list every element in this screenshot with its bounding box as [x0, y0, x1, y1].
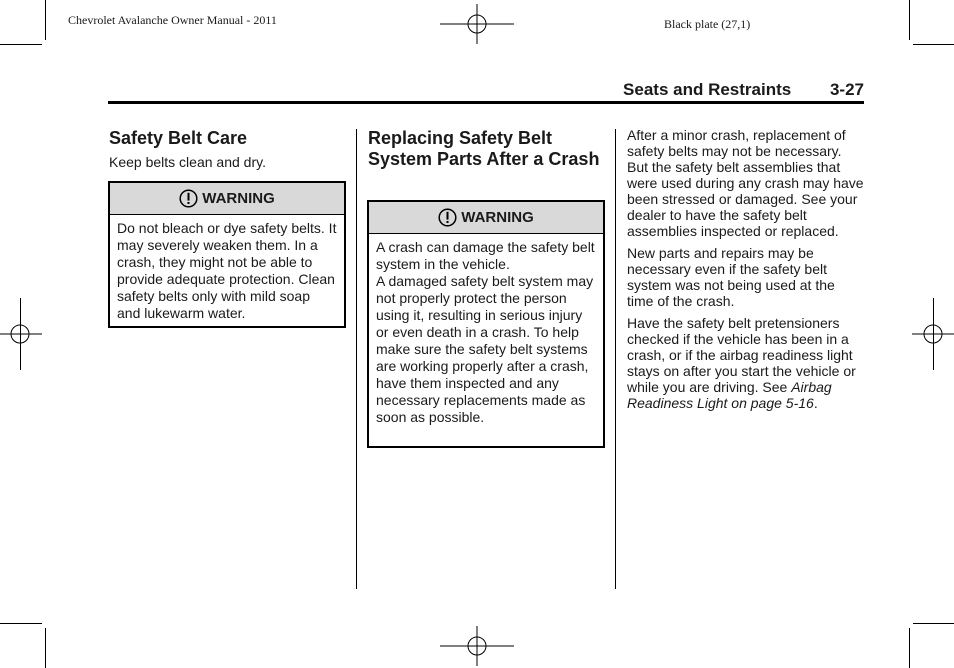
- running-header-title: Chevrolet Avalanche Owner Manual - 2011: [68, 13, 277, 27]
- cross-reference-link[interactable]: Airbag Readiness Light on page 5-16: [627, 379, 832, 411]
- column-divider: [356, 129, 357, 589]
- paragraph-text: Have the safety belt pretensioners checked if the vehicle has been in a crash, or if the airbag readiness light stays on after you start the vehicle or while you are driving. See: [627, 315, 856, 395]
- warning-label: WARNING: [461, 209, 534, 226]
- warning-box: [367, 200, 605, 448]
- warning-text: Do not bleach or dye safety belts. It may severely weaken them. In a crash, they might not be able to provide adequate protection. Clean safety belts only with mild soap and lukewarm water.: [117, 220, 337, 321]
- section-title: Seats and Restraints: [623, 80, 792, 99]
- registration-mark-icon: [0, 314, 42, 354]
- warning-header: [369, 202, 603, 234]
- warning-icon: [179, 189, 198, 208]
- column-2: [368, 128, 600, 170]
- warning-text: A damaged safety belt system may not properly protect the person using it, resulting in serious injury or even death in a crash. To help make sure the safety belt systems are working properly after a crash, have them inspected and any necessary replacements made as soon as possible.: [376, 273, 594, 425]
- warning-body: [369, 234, 603, 432]
- paragraph-end: .: [813, 395, 818, 411]
- paragraph: [627, 315, 865, 411]
- registration-mark-icon: [440, 626, 514, 666]
- warning-header: [110, 183, 344, 215]
- warning-icon: [438, 208, 457, 227]
- registration-mark-icon: [440, 4, 514, 44]
- paragraph: After a minor crash, replacement of safety belts may not be necessary. But the safety belt assemblies that were used during any crash may have been stressed or damaged. See your dealer to have the safety belt assemblies inspected or replaced.: [627, 127, 864, 239]
- registration-mark-icon: [912, 314, 954, 354]
- warning-label: WARNING: [202, 190, 275, 207]
- running-header-plate: Black plate (27,1): [664, 17, 751, 31]
- section-header: [108, 80, 864, 100]
- warning-body: [110, 215, 344, 328]
- section-heading: Replacing Safety Belt System Parts After a Crash: [368, 128, 600, 169]
- column-divider: [615, 129, 616, 589]
- paragraph: New parts and repairs may be necessary even if the safety belt system was not being used at the time of the crash.: [627, 245, 835, 309]
- warning-text: A crash can damage the safety belt system in the vehicle.: [376, 239, 595, 272]
- page-number: 3-27: [829, 80, 864, 99]
- paragraph: Keep belts clean and dry.: [109, 154, 266, 170]
- header-rule: [108, 101, 864, 104]
- warning-box: [108, 181, 346, 328]
- column-3: [627, 127, 865, 411]
- section-heading: Safety Belt Care: [109, 128, 248, 148]
- column-1: [109, 128, 347, 170]
